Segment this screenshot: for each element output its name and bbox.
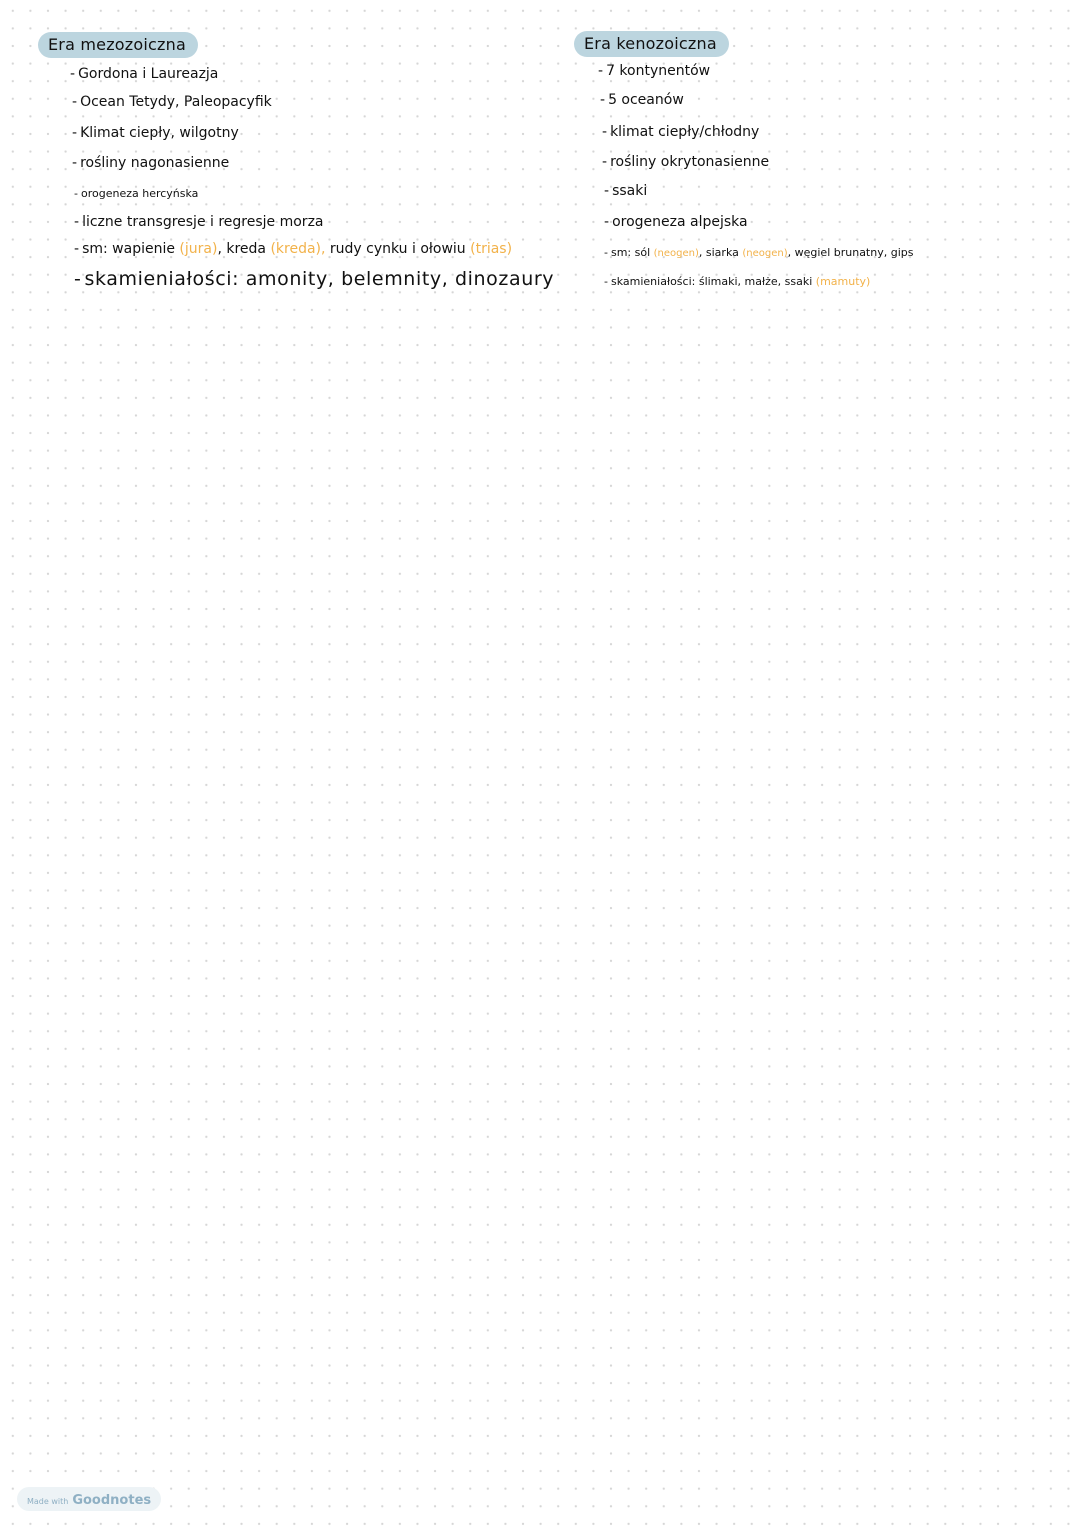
goodnotes-badge: [17, 1487, 161, 1511]
list-item: [602, 154, 769, 170]
list-item: [74, 187, 198, 200]
highlight-mamuty: (mamuty): [815, 275, 871, 288]
item-text: Klimat ciepły, wilgotny: [80, 125, 239, 141]
item-text: skamieniałości: ślimaki, małże, ssaki: [610, 275, 816, 288]
item-text: skamieniałości: amonity, belemnity, dinozaury: [84, 268, 555, 290]
era-title-mezozoic: Era mezozoiczna: [38, 32, 198, 58]
bullet-dash: -: [604, 214, 610, 230]
bullet-dash: -: [604, 275, 608, 288]
made-with-label: Made with: [27, 1497, 69, 1506]
item-text: orogeneza alpejska: [612, 214, 748, 230]
era-title-kenozoic: Era kenozoiczna: [574, 31, 729, 57]
item-text: Gordona i Laureazja: [78, 66, 219, 82]
item-text: rośliny nagonasienne: [80, 155, 230, 171]
list-item: [600, 92, 684, 108]
list-item: [602, 124, 759, 140]
list-item: [74, 241, 512, 257]
item-text: 7 kontynentów: [606, 63, 711, 79]
item-text: sm: sól: [610, 246, 654, 259]
highlight-trias: (trias): [470, 241, 513, 257]
bullet-dash: -: [604, 246, 608, 259]
item-text: liczne transgresje i regresje morza: [82, 214, 324, 230]
bullet-dash: -: [74, 214, 80, 230]
list-item: [604, 214, 748, 230]
list-item: [598, 63, 710, 79]
highlight-jura: (jura): [179, 241, 218, 257]
list-item: [72, 125, 239, 141]
list-item: [72, 155, 229, 171]
item-text: , kreda: [217, 241, 271, 257]
bullet-dash: -: [70, 66, 76, 82]
bullet-dash: -: [598, 63, 604, 79]
list-item: [72, 94, 272, 110]
item-text: 5 oceanów: [608, 92, 684, 108]
list-item: [74, 268, 554, 290]
item-text: ssaki: [612, 183, 648, 199]
list-item: [604, 183, 647, 199]
list-item: [70, 66, 218, 82]
item-text: , węgiel brunatny, gips: [787, 246, 914, 259]
highlight-kreda: (kreda),: [270, 241, 326, 257]
bullet-dash: -: [602, 124, 608, 140]
item-text: , siarka: [698, 246, 743, 259]
bullet-dash: -: [74, 187, 78, 200]
bullet-dash: -: [72, 94, 78, 110]
highlight-neogen: (neogen): [653, 248, 699, 259]
bullet-dash: -: [72, 155, 78, 171]
item-text: rudy cynku i ołowiu: [325, 241, 471, 257]
item-text: klimat ciepły/chłodny: [610, 124, 760, 140]
list-item: [74, 214, 324, 230]
item-text: Ocean Tetydy, Paleopacyfik: [80, 94, 272, 110]
goodnotes-logo: Goodnotes: [72, 1493, 152, 1508]
item-text: orogeneza hercyńska: [80, 187, 199, 200]
bullet-dash: -: [600, 92, 606, 108]
item-text: rośliny okrytonasienne: [610, 154, 770, 170]
bullet-dash: -: [602, 154, 608, 170]
item-text: sm: wapienie: [82, 241, 180, 257]
highlight-neogen: (neogen): [742, 248, 788, 259]
bullet-dash: -: [604, 183, 610, 199]
bullet-dash: -: [74, 241, 80, 257]
bullet-dash: -: [74, 268, 82, 290]
bullet-dash: -: [72, 125, 78, 141]
list-item: [604, 275, 870, 288]
list-item: [604, 246, 913, 259]
